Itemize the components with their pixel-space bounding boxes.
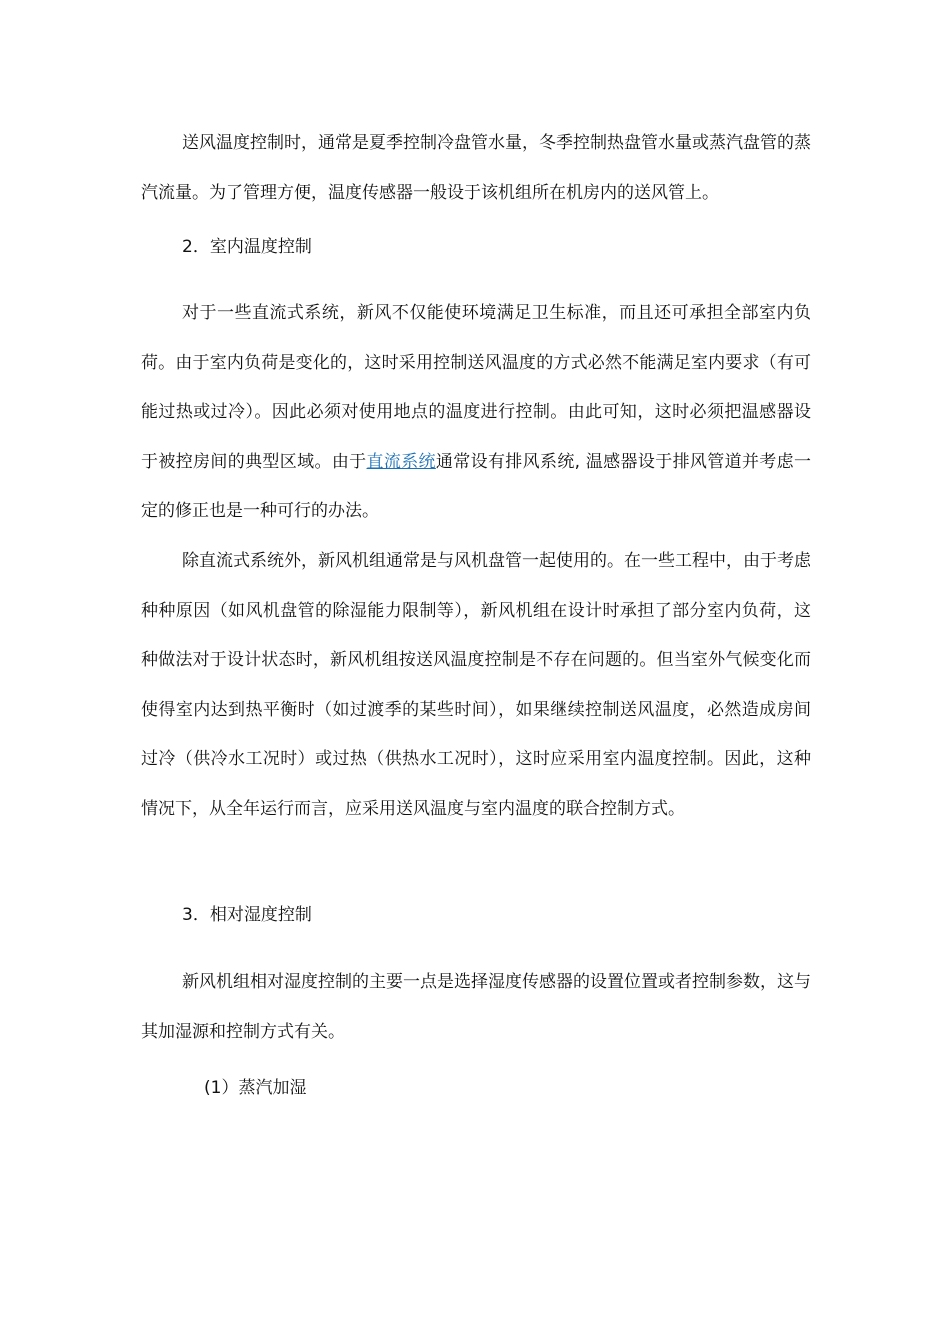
paragraph-humidity-sensor: 新风机组相对湿度控制的主要一点是选择湿度传感器的设置位置或者控制参数，这与其加湿源和控制方式有关。: [141, 972, 811, 1042]
heading-relative-humidity-control: 3．相对湿度控制: [182, 905, 312, 925]
heading-indoor-temperature-control: 2．室内温度控制: [182, 237, 312, 257]
paragraph-direct-flow-system: [141, 289, 811, 537]
paragraph-fan-coil-combination: 除直流式系统外，新风机组通常是与风机盘管一起使用的。在一些工程中，由于考虑种种原因（如风机盘管的除湿能力限制等），新风机组在设计时承担了部分室内负荷，这种做法对于设计状态时，新风机组按送风温度控制是不存在问题的。但当室外气候变化而使得室内达到热平衡时（如过渡季的某些时间），如果继续控制送风温度，必然造成房间过冷（供冷水工况时）或过热（供热水工况时），这时应采用室内温度控制。因此，这种情况下，从全年运行而言，应采用送风温度与室内温度的联合控制方式。: [141, 551, 811, 819]
subheading-steam-humidification: (1）蒸汽加湿: [204, 1078, 307, 1098]
direct-flow-system-link[interactable]: 直流系统: [366, 451, 436, 472]
paragraph-supply-air-temperature: 送风温度控制时，通常是夏季控制冷盘管水量，冬季控制热盘管水量或蒸汽盘管的蒸汽流量。为了管理方便，温度传感器一般设于该机组所在机房内的送风管上。: [141, 133, 811, 203]
paragraph-text-before-link: 对于一些直流式系统，新风不仅能使环境满足卫生标准，而且还可承担全部室内负荷。由于室内负荷是变化的，这时采用控制送风温度的方式必然不能满足室内要求（有可能过热或过冷）。因此必须对使用地点的温度进行控制。由此可知，这时必须把温感器设于被控房间的典型区域。由于: [141, 303, 811, 472]
paragraph-text-after-link: 通常设有排风系统, 温感器设于排风管道并考虑一定的修正也是一种可行的办法。: [141, 451, 812, 522]
